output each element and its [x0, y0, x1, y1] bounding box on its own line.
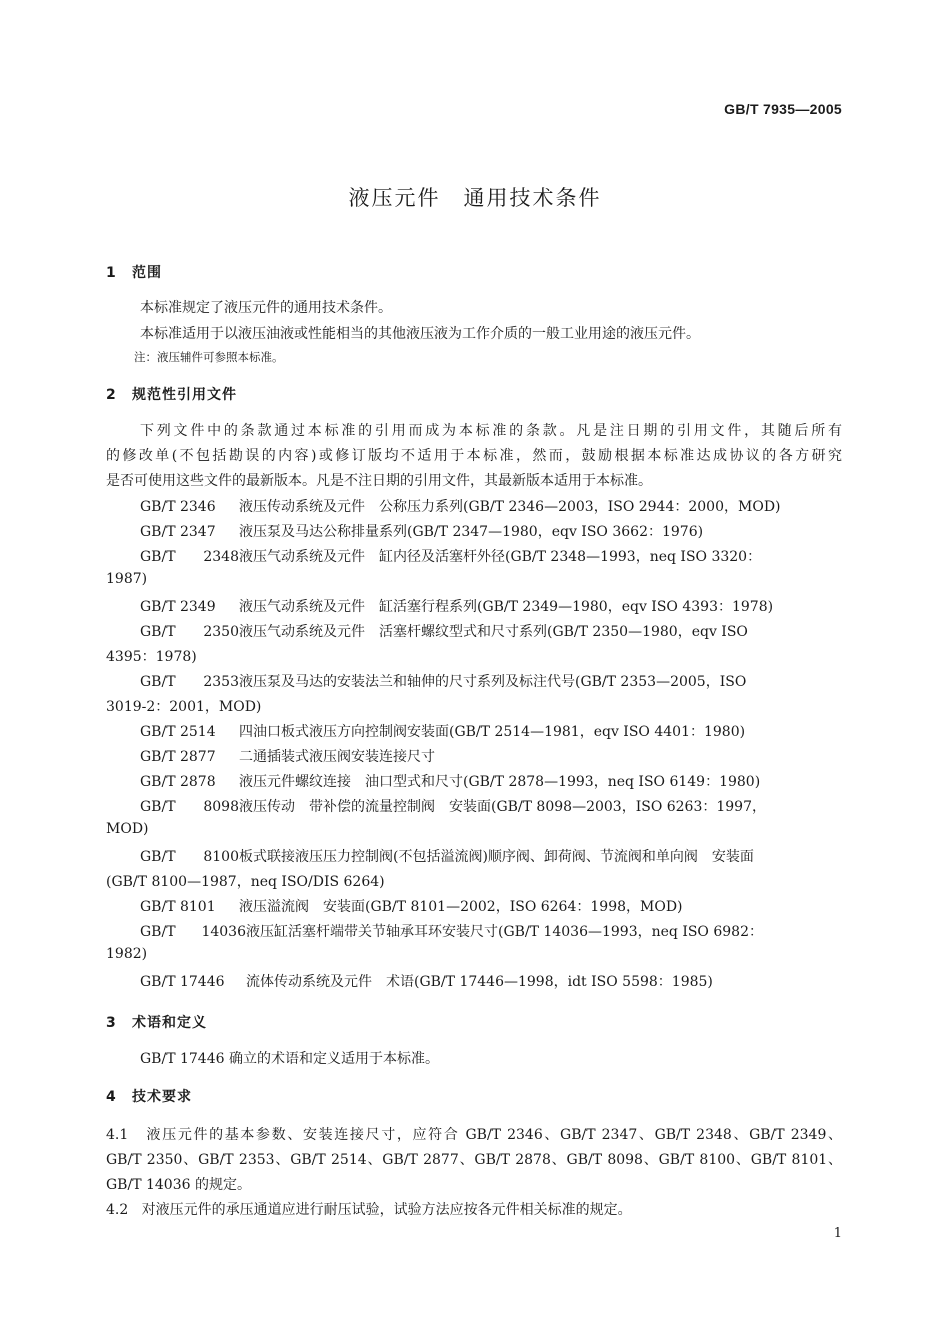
section-4-heading	[106, 1086, 192, 1106]
scope-paragraph-2: 本标准适用于以液压油液或性能相当的其他液压液为工作介质的一般工业用途的液压元件。	[140, 326, 700, 342]
reference-title: 液压传动系统及元件 公称压力系列(GB/T 2346—2003，ISO 2944：2000，MOD)	[239, 499, 781, 515]
norm-refs-intro-line-3: 是否可使用这些文件的最新版本。凡是不注日期的引用文件，其最新版本适用于本标准。	[106, 473, 652, 489]
section-title: 技术要求	[132, 1089, 192, 1105]
reference-title: 液压气动系统及元件 缸内径及活塞杆外径(GB/T 2348—1993，neq ISO 3320：	[239, 549, 762, 565]
reference-title: 液压气动系统及元件 活塞杆螺纹型式和尺寸系列(GB/T 2350—1980，eqv ISO	[239, 624, 748, 640]
page-number: 1	[833, 1226, 842, 1241]
section-2-heading	[106, 384, 237, 404]
clause-text: 对液压元件的承压通道应进行耐压试验，试验方法应按各元件相关标准的规定。	[141, 1202, 632, 1218]
reference-item	[140, 746, 435, 766]
scope-paragraph-1: 本标准规定了液压元件的通用技术条件。	[140, 300, 392, 316]
reference-code: GB/T 2353	[140, 674, 239, 690]
reference-code: GB/T 2878	[140, 774, 216, 790]
section-number: 4	[106, 1089, 117, 1105]
reference-title: 二通插装式液压阀安装连接尺寸	[239, 749, 435, 765]
section-title: 术语和定义	[132, 1015, 207, 1031]
reference-code: GB/T 2877	[140, 749, 216, 765]
reference-item	[140, 846, 842, 866]
norm-refs-intro-line-1: 下列文件中的条款通过本标准的引用而成为本标准的条款。凡是注日期的引用文件，其随后所有	[140, 423, 842, 439]
section-title: 规范性引用文件	[132, 387, 237, 403]
reference-item	[140, 771, 760, 791]
reference-code: GB/T 8100	[140, 849, 239, 865]
reference-item	[140, 721, 745, 741]
reference-title: 液压泵及马达公称排量系列(GB/T 2347—1980，eqv ISO 3662：1976)	[239, 524, 704, 540]
clause-4-1-line-3: GB/T 14036 的规定。	[106, 1177, 251, 1193]
reference-title: 液压溢流阀 安装面(GB/T 8101—2002，ISO 6264：1998，MOD)	[239, 899, 683, 915]
reference-item	[140, 596, 773, 616]
reference-item	[140, 896, 683, 916]
reference-code: GB/T 2348	[140, 549, 239, 565]
section-title: 范围	[132, 265, 162, 281]
scope-note: 注：液压辅件可参照本标准。	[134, 350, 284, 364]
reference-title-continuation: 1982)	[106, 946, 148, 962]
reference-item	[140, 971, 713, 991]
section-3-heading	[106, 1012, 207, 1032]
reference-title: 液压元件螺纹连接 油口型式和尺寸(GB/T 2878—1993，neq ISO 6149：1980)	[239, 774, 761, 790]
reference-item	[140, 921, 842, 941]
document-title: 液压元件 通用技术条件	[348, 186, 602, 210]
section-1-heading	[106, 262, 162, 282]
reference-title: 液压传动 带补偿的流量控制阀 安装面(GB/T 8098—2003，ISO 6263：1997，	[239, 799, 767, 815]
standard-number: GB/T 7935—2005	[724, 101, 842, 117]
reference-code: GB/T 8098	[140, 799, 239, 815]
reference-title-continuation: 4395：1978)	[106, 649, 197, 665]
reference-code: GB/T 2347	[140, 524, 216, 540]
reference-title: 液压气动系统及元件 缸活塞行程系列(GB/T 2349—1980，eqv ISO 4393：1978)	[239, 599, 774, 615]
reference-title-continuation: 1987)	[106, 571, 148, 587]
section-number: 3	[106, 1015, 117, 1031]
terms-paragraph: GB/T 17446 确立的术语和定义适用于本标准。	[140, 1051, 439, 1067]
reference-title-continuation: MOD)	[106, 821, 149, 837]
reference-code: GB/T 2346	[140, 499, 216, 515]
reference-code: GB/T 8101	[140, 899, 216, 915]
reference-item	[140, 521, 703, 541]
reference-title: 板式联接液压压力控制阀(不包括溢流阀)顺序阀、卸荷阀、节流阀和单向阀 安装面	[239, 849, 754, 865]
reference-code: GB/T 2350	[140, 624, 239, 640]
reference-item	[140, 621, 842, 641]
clause-text: 液压元件的基本参数、安装连接尺寸，应符合 GB/T 2346、GB/T 2347、GB/T 2348、GB/T 2349、	[146, 1127, 842, 1143]
reference-code: GB/T 2514	[140, 724, 216, 740]
reference-title-continuation: 3019-2：2001，MOD)	[106, 699, 262, 715]
reference-title-continuation: (GB/T 8100—1987，neq ISO/DIS 6264)	[106, 874, 385, 890]
reference-title: 液压泵及马达的安装法兰和轴伸的尺寸系列及标注代号(GB/T 2353—2005，ISO	[239, 674, 747, 690]
clause-number: 4.1	[106, 1127, 129, 1143]
section-number: 2	[106, 387, 117, 403]
reference-item	[140, 796, 842, 816]
reference-item	[140, 671, 842, 691]
reference-title: 四油口板式液压方向控制阀安装面(GB/T 2514—1981，eqv ISO 4401：1980)	[239, 724, 746, 740]
reference-item	[140, 546, 842, 566]
clause-4-1-line-1	[106, 1124, 842, 1144]
clause-4-2	[106, 1199, 632, 1219]
reference-code: GB/T 17446	[140, 974, 225, 990]
reference-item	[140, 496, 781, 516]
norm-refs-intro-line-2: 的修改单(不包括勘误的内容)或修订版均不适用于本标准，然而，鼓励根据本标准达成协议的各方研究	[106, 448, 842, 464]
reference-code: GB/T 2349	[140, 599, 216, 615]
reference-title: 液压缸活塞杆端带关节轴承耳环安装尺寸(GB/T 14036—1993，neq ISO 6982：	[246, 924, 763, 940]
clause-number: 4.2	[106, 1202, 129, 1218]
reference-code: GB/T 14036	[140, 924, 246, 940]
reference-title: 流体传动系统及元件 术语(GB/T 17446—1998，idt ISO 5598：1985)	[246, 974, 713, 990]
section-number: 1	[106, 265, 117, 281]
clause-4-1-line-2: GB/T 2350、GB/T 2353、GB/T 2514、GB/T 2877、GB/T 2878、GB/T 8098、GB/T 8100、GB/T 8101、	[106, 1152, 842, 1168]
